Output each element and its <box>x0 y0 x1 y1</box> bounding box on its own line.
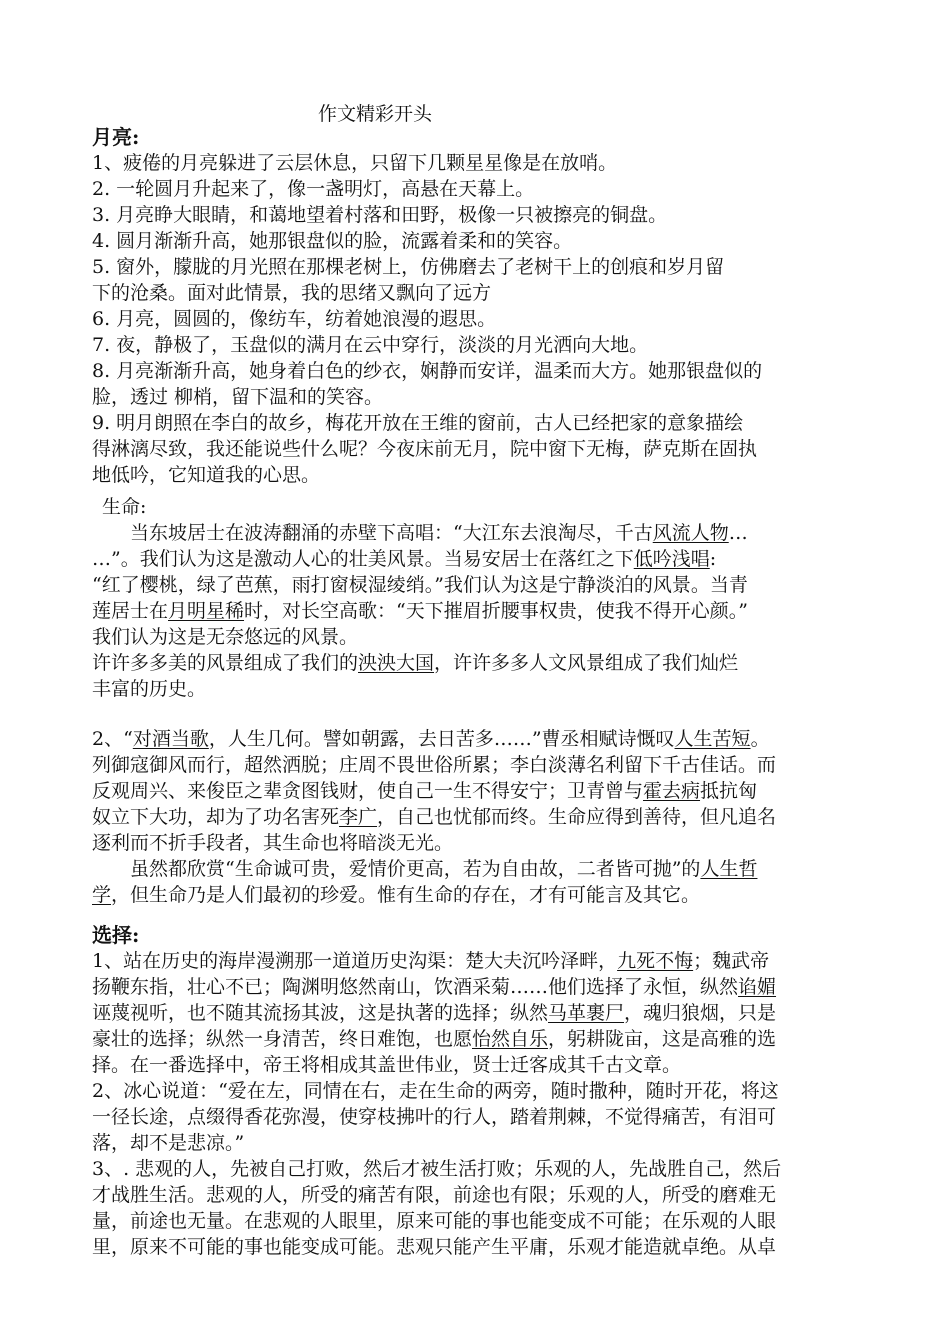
paragraph-line: 里，原来不可能的事也能变成可能。悲观只能产生平庸，乐观才能造就卓绝。从卓 <box>92 1236 777 1258</box>
moon-line: 得淋漓尽致，我还能说些什么呢？今夜床前无月，院中窗下无梅，萨克斯在固执 <box>92 438 758 460</box>
paragraph-line: 落，却不是悲凉。” <box>92 1132 245 1154</box>
moon-line: 2. 一轮圆月升起来了，像一盏明灯，高悬在天幕上。 <box>92 178 535 200</box>
section-life <box>92 494 867 908</box>
moon-line: 4. 圆月渐渐升高，她那银盘似的脸，流露着柔和的笑容。 <box>92 230 573 252</box>
section-choice <box>92 922 867 1260</box>
paragraph-line: 豪壮的选择；纵然一身清苦，终日难饱，也愿怡然自乐，躬耕陇亩，这是高雅的选 <box>92 1028 777 1050</box>
paragraph-line: 我们认为这是无奈悠远的风景。 <box>92 626 359 648</box>
moon-line: 脸，透过 柳梢，留下温和的笑容。 <box>92 386 384 408</box>
paragraph-line: 一径长途，点缀得香花弥漫，使穿枝拂叶的行人，踏着荆棘，不觉得痛苦，有泪可 <box>92 1106 777 1128</box>
moon-line: 下的沧桑。面对此情景，我的思绪又飘向了远方 <box>92 282 492 304</box>
paragraph-line: 列御寇御风而行，超然洒脱；庄周不畏世俗所累；李白淡薄名利留下千古佳话。而 <box>92 754 777 776</box>
paragraph-line: 1、站在历史的海岸漫溯那一道道历史沟渠：楚大夫沉吟泽畔，九死不悔；魏武帝 <box>92 950 770 972</box>
paragraph-line: 3、. 悲观的人，先被自己打败，然后才被生活打败；乐观的人，先战胜自己，然后 <box>92 1158 782 1180</box>
section-moon <box>92 124 867 488</box>
moon-line: 8. 月亮渐渐升高，她身着白色的纱衣，娴静而安详，温柔而大方。她那银盘似的 <box>92 360 763 382</box>
paragraph-line: 2、冰心说道：“爱在左，同情在右，走在生命的两旁，随时撒种，随时开花，将这 <box>92 1080 779 1102</box>
paragraph-line: 才战胜生活。悲观的人，所受的痛苦有限，前途也有限；乐观的人，所受的磨难无 <box>92 1184 777 1206</box>
paragraph-line: 丰富的历史。 <box>92 678 207 700</box>
page-title: 作文精彩开头 <box>318 103 433 125</box>
paragraph-line: 量，前途也无量。在悲观的人眼里，原来可能的事也能变成不可能；在乐观的人眼 <box>92 1210 777 1232</box>
paragraph-line: 许许多多美的风景组成了我们的泱泱大国，许许多多人文风景组成了我们灿烂 <box>92 652 739 674</box>
moon-line: 地低吟，它知道我的心思。 <box>92 464 321 486</box>
paragraph-line: 当东坡居士在波涛翻涌的赤壁下高唱：“大江东去浪淘尽，千古风流人物… <box>130 522 748 544</box>
paragraph-line: “红了樱桃，绿了芭蕉，雨打窗棂湿绫绡。”我们认为这是宁静淡泊的风景。当青 <box>92 574 748 596</box>
moon-line: 7. 夜，静极了，玉盘似的满月在云中穿行，淡淡的月光洒向大地。 <box>92 334 649 356</box>
paragraph-line: 奴立下大功，却为了功名害死李广，自己也忧郁而终。生命应得到善待，但凡追名 <box>92 806 777 828</box>
paragraph-line: 学，但生命乃是人们最初的珍爱。惟有生命的存在，才有可能言及其它。 <box>92 884 701 906</box>
paragraph-line: 诬蔑视听，也不随其流扬其波，这是执著的选择；纵然马革裹尸，魂归狼烟，只是 <box>92 1002 777 1024</box>
paragraph-line: …”。我们认为这是激动人心的壮美风景。当易安居士在落红之下低吟浅唱: <box>92 548 717 570</box>
section-heading-choice: 选择: <box>92 923 140 947</box>
paragraph-line: 择。在一番选择中，帝王将相成其盖世伟业，贤士迁客成其千古文章。 <box>92 1054 682 1076</box>
moon-line: 3. 月亮睁大眼睛，和蔼地望着村落和田野，极像一只被擦亮的铜盘。 <box>92 204 668 226</box>
moon-line: 9. 明月朗照在李白的故乡，梅花开放在王维的窗前，古人已经把家的意象描绘 <box>92 412 744 434</box>
paragraph-line: 2、“对酒当歌，人生几何。譬如朝露，去日苦多……”曹丞相赋诗慨叹人生苦短。 <box>92 728 770 750</box>
moon-line: 5. 窗外，朦胧的月光照在那棵老树上，仿佛磨去了老树干上的创痕和岁月留 <box>92 256 725 278</box>
moon-line: 1、疲倦的月亮躲进了云层休息，只留下几颗星星像是在放哨。 <box>92 152 618 174</box>
section-heading-life: 生命: <box>102 496 147 518</box>
paragraph-line: 莲居士在月明星稀时，对长空高歌：“天下摧眉折腰事权贵，使我不得开心颜。” <box>92 600 748 622</box>
paragraph-line: 扬鞭东指，壮心不已；陶渊明悠然南山，饮酒采菊……他们选择了永恒，纵然谄媚 <box>92 976 777 998</box>
moon-line: 6. 月亮，圆圆的，像纺车，纺着她浪漫的遐思。 <box>92 308 497 330</box>
paragraph-line: 逐利而不折手段者，其生命也将暗淡无光。 <box>92 832 454 854</box>
paragraph-line: 反观周兴、来俊臣之辈贪图钱财，使自己一生不得安宁；卫青曾与霍去病抵抗匈 <box>92 780 758 802</box>
section-heading-moon: 月亮: <box>92 125 140 149</box>
paragraph-line: 虽然都欣赏“生命诚可贵，爱情价更高，若为自由故，二者皆可抛”的人生哲 <box>130 858 758 880</box>
